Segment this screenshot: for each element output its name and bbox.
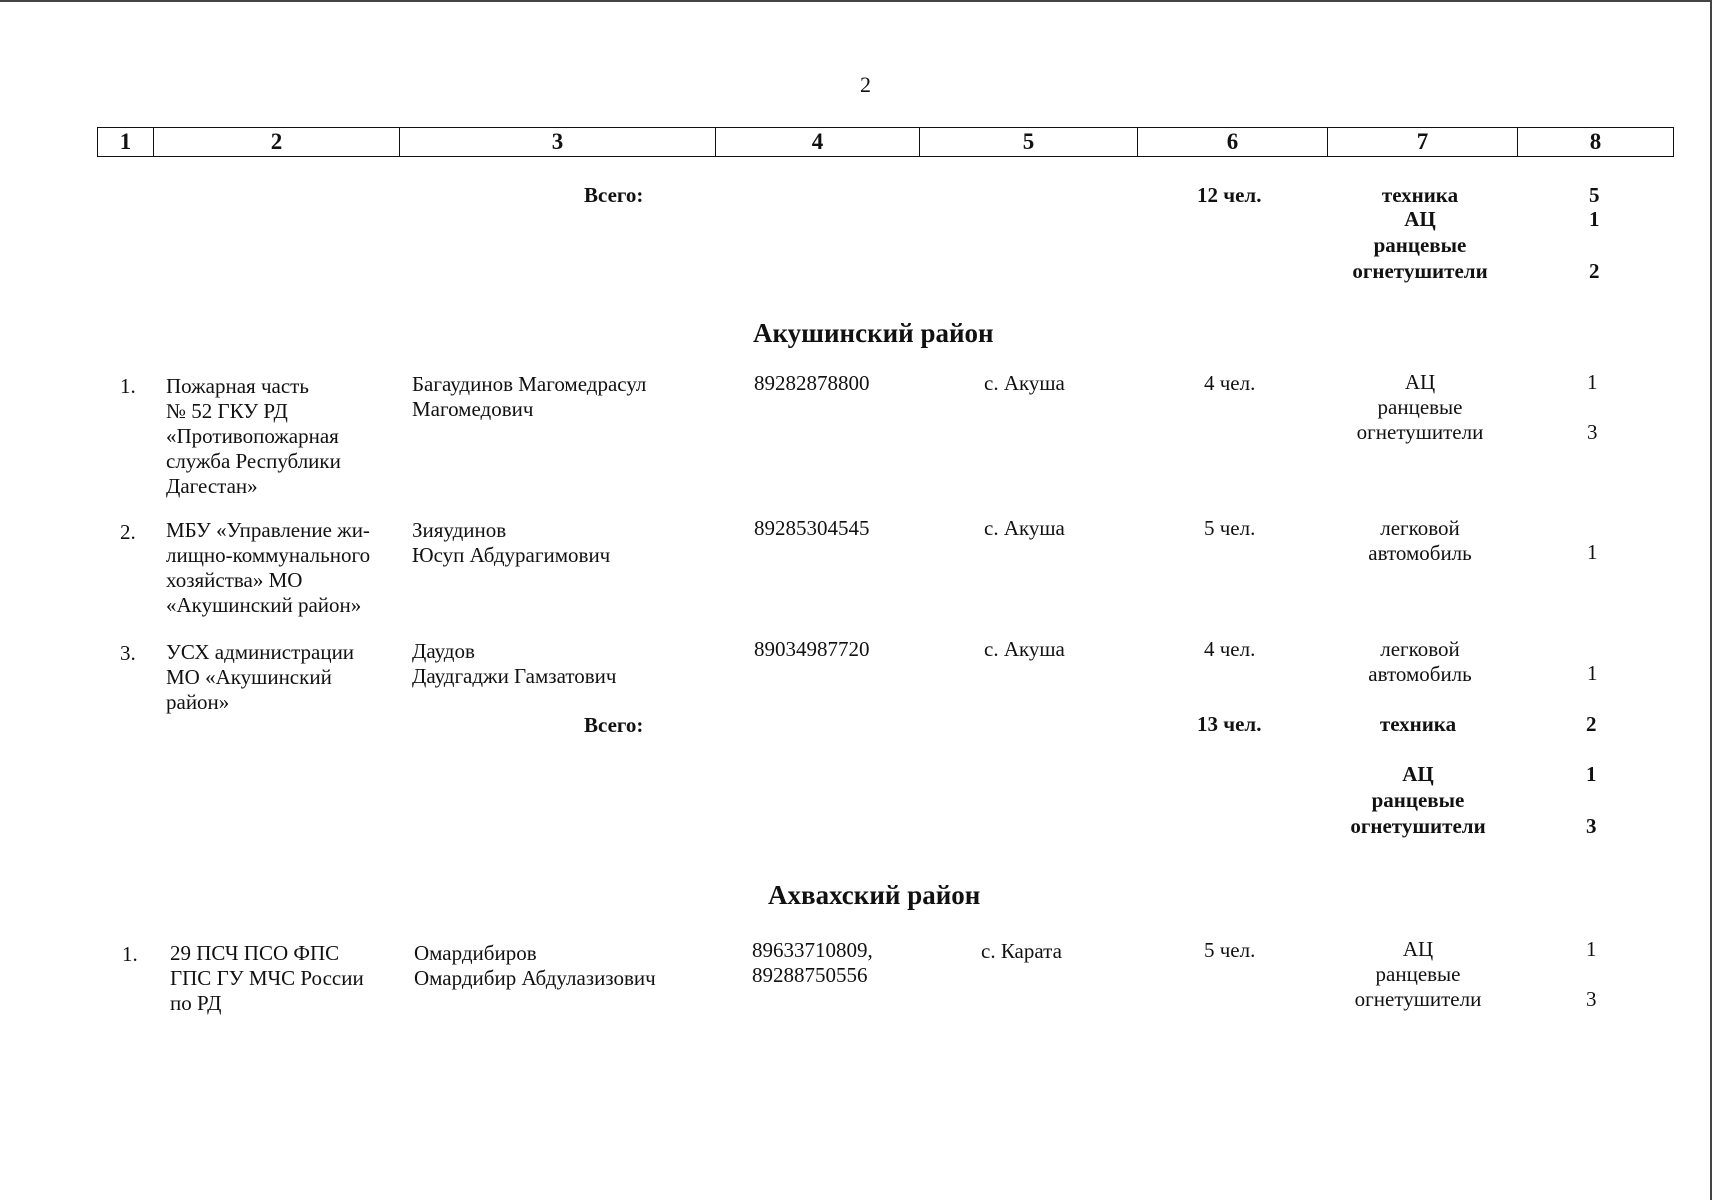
- org-line: Пожарная часть: [166, 374, 309, 398]
- column-number: 1: [98, 128, 154, 157]
- organization-cell: [166, 374, 390, 499]
- total-count: 1: [1589, 207, 1600, 231]
- total-equipment-line: ранцевые: [1373, 233, 1467, 257]
- equipment-line: АЦ: [1402, 937, 1434, 961]
- equipment-line: ранцевые: [1377, 395, 1463, 419]
- row-number: 1.: [122, 942, 138, 966]
- equipment-count: 1: [1587, 370, 1598, 394]
- org-line: МБУ «Управление жи-: [166, 518, 370, 542]
- equipment-count: 3: [1587, 420, 1598, 444]
- place: с. Акуша: [984, 637, 1065, 661]
- place: с. Карата: [981, 939, 1062, 963]
- equipment-cell: [1330, 370, 1510, 445]
- person-line: Омардибир Абдулазизович: [414, 966, 656, 990]
- district-heading: Акушинский район: [753, 318, 994, 348]
- total-count: 2: [1586, 712, 1597, 736]
- org-line: по РД: [170, 991, 222, 1015]
- total-count: 2: [1589, 259, 1600, 283]
- person-line: Зияудинов: [412, 518, 507, 542]
- person-cell: [412, 372, 646, 422]
- phone-cell: [752, 938, 873, 988]
- total-equipment-line: огнетушители: [1352, 259, 1488, 283]
- column-number: 2: [154, 128, 400, 157]
- person-line: Магомедович: [412, 397, 534, 421]
- equipment-cell: [1328, 937, 1508, 1012]
- total-equipment-line: огнетушители: [1350, 814, 1486, 838]
- place: с. Акуша: [984, 516, 1065, 540]
- org-line: «Акушинский район»: [166, 593, 362, 617]
- equipment-count: 3: [1586, 987, 1597, 1011]
- column-number: 3: [400, 128, 716, 157]
- equipment-line: автомобиль: [1368, 541, 1472, 565]
- org-line: 29 ПСЧ ПСО ФПС: [170, 941, 340, 965]
- column-number: 4: [716, 128, 920, 157]
- phone: 89288750556: [752, 963, 868, 987]
- row-number: 1.: [120, 374, 136, 398]
- total-count: 1: [1586, 762, 1597, 786]
- column-number: 5: [920, 128, 1138, 157]
- people-count: 4 чел.: [1204, 371, 1256, 395]
- organization-cell: [166, 518, 390, 618]
- total-people: 12 чел.: [1197, 183, 1262, 207]
- total-equipment-line: АЦ: [1402, 762, 1434, 786]
- equipment-line: огнетушители: [1356, 420, 1484, 444]
- person-cell: [412, 639, 616, 689]
- people-count: 4 чел.: [1204, 637, 1256, 661]
- org-line: МО «Акушинский: [166, 665, 332, 689]
- place: с. Акуша: [984, 371, 1065, 395]
- org-line: «Противопожарная: [166, 424, 339, 448]
- total-count: 5: [1589, 183, 1600, 207]
- row-number: 2.: [120, 520, 136, 544]
- person-cell: [414, 941, 656, 991]
- people-count: 5 чел.: [1204, 938, 1256, 962]
- equipment-line: легковой: [1380, 637, 1460, 661]
- person-line: Багаудинов Магомедрасул: [412, 372, 647, 396]
- person-line: Даудов: [412, 639, 475, 663]
- organization-cell: [166, 640, 390, 715]
- org-line: район»: [166, 690, 230, 714]
- total-label: Всего:: [584, 713, 644, 737]
- total-equipment-line: АЦ: [1404, 207, 1436, 231]
- org-line: лищно-коммунального: [166, 543, 371, 567]
- equipment-cell: [1330, 637, 1510, 687]
- person-cell: [412, 518, 610, 568]
- org-line: Дагестан»: [166, 474, 258, 498]
- equipment-count: 1: [1586, 937, 1597, 961]
- equipment-cell: [1330, 516, 1510, 566]
- person-line: Юсуп Абдурагимович: [412, 543, 611, 567]
- total-count: 3: [1586, 814, 1597, 838]
- column-number: 8: [1518, 128, 1674, 157]
- total-equipment-line: техника: [1379, 712, 1457, 736]
- equipment-line: АЦ: [1404, 370, 1436, 394]
- organization-cell: [170, 941, 392, 1016]
- equipment-line: легковой: [1380, 516, 1460, 540]
- phone: 89285304545: [754, 516, 870, 540]
- total-equipment-line: ранцевые: [1371, 788, 1465, 812]
- phone: 89034987720: [754, 637, 870, 661]
- total-label: Всего:: [584, 183, 644, 207]
- column-number: 6: [1138, 128, 1328, 157]
- org-line: хозяйства» МО: [166, 568, 303, 592]
- total-equipment-line: техника: [1381, 183, 1459, 207]
- page-number: 2: [860, 72, 871, 97]
- phone: 89282878800: [754, 371, 870, 395]
- column-number-header: [97, 127, 1674, 157]
- scan-border-top: [0, 0, 1712, 2]
- row-number: 3.: [120, 641, 136, 665]
- org-line: служба Республики: [166, 449, 341, 473]
- equipment-line: ранцевые: [1375, 962, 1461, 986]
- equipment-line: огнетушители: [1354, 987, 1482, 1011]
- person-line: Даудгаджи Гамзатович: [412, 664, 617, 688]
- org-line: ГПС ГУ МЧС России: [170, 966, 364, 990]
- district-heading: Ахвахский район: [768, 880, 981, 910]
- org-line: УСХ администрации: [166, 640, 355, 664]
- equipment-count: 1: [1587, 540, 1598, 564]
- total-people: 13 чел.: [1197, 712, 1262, 736]
- person-line: Омардибиров: [414, 941, 537, 965]
- org-line: № 52 ГКУ РД: [166, 399, 288, 423]
- people-count: 5 чел.: [1204, 516, 1256, 540]
- equipment-line: автомобиль: [1368, 662, 1472, 686]
- column-number: 7: [1328, 128, 1518, 157]
- phone: 89633710809,: [752, 938, 873, 962]
- equipment-count: 1: [1587, 661, 1598, 685]
